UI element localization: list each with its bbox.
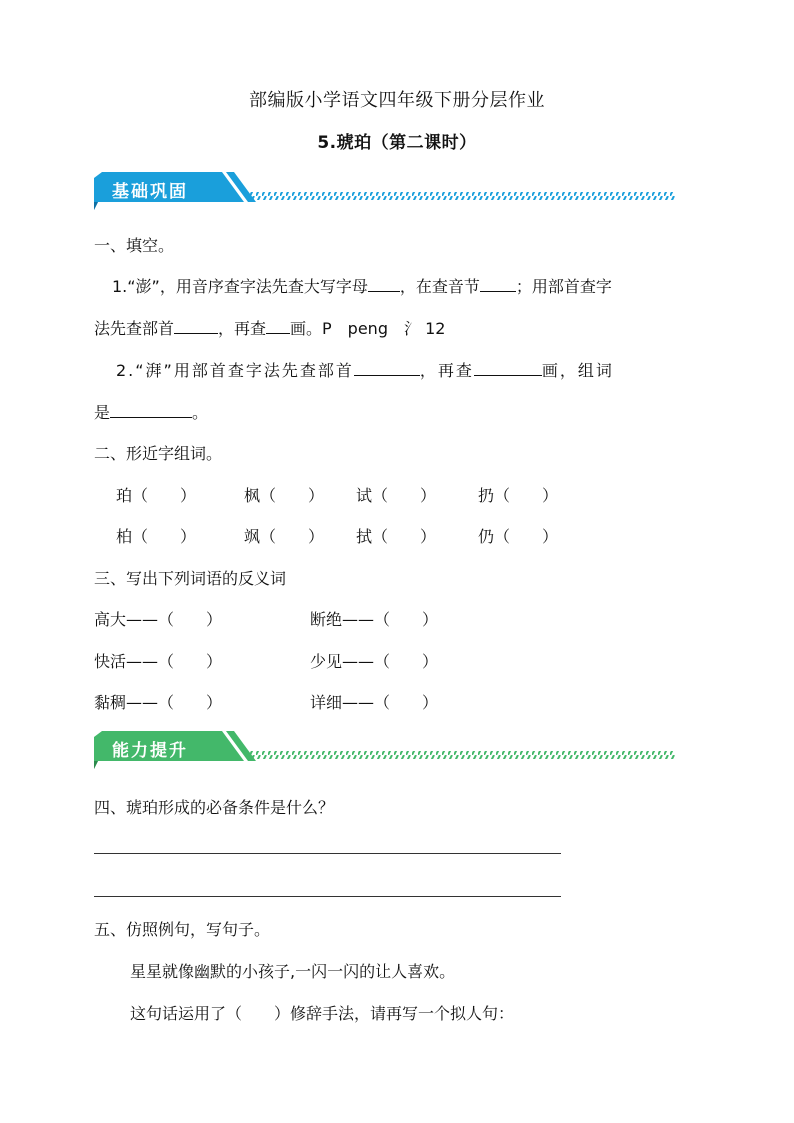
q1-item1-text-b: ，在查音节 bbox=[399, 277, 480, 296]
q1-item1-text-e: ，再查 bbox=[218, 319, 267, 338]
q1-item2-text-d: 是 bbox=[94, 403, 111, 422]
answer-line-1[interactable] bbox=[94, 853, 561, 854]
blank[interactable] bbox=[174, 319, 218, 334]
q1-item1-line1 bbox=[112, 274, 612, 297]
q3-right-1: 断绝——（ ） bbox=[310, 610, 439, 629]
q2-row1-col4: 扔（ ） bbox=[478, 486, 559, 505]
q1-item1-text-a: 1.“澎”，用音序查字法先查大写字母 bbox=[112, 277, 368, 296]
q1-item1-text-f: 画。P peng 氵 12 bbox=[290, 319, 446, 338]
q5-heading: 五、仿照例句，写句子。 bbox=[94, 920, 271, 939]
blank[interactable] bbox=[266, 319, 290, 334]
q1-heading: 一、填空。 bbox=[94, 236, 175, 255]
blank[interactable] bbox=[474, 361, 542, 376]
q3-left-2: 快活——（ ） bbox=[94, 652, 223, 671]
q5-prompt: 这句话运用了（ ）修辞手法，请再写一个拟人句： bbox=[130, 1004, 515, 1023]
q4-heading: 四、琥珀形成的必备条件是什么？ bbox=[94, 798, 335, 817]
q2-row2-col1: 柏（ ） bbox=[116, 527, 197, 546]
blank[interactable] bbox=[110, 403, 192, 418]
q1-item2-line2 bbox=[94, 400, 208, 423]
q2-row2-col2: 飒（ ） bbox=[244, 527, 325, 546]
q2-row1-col2: 枫（ ） bbox=[244, 486, 325, 505]
q2-row1-col3: 试（ ） bbox=[356, 486, 437, 505]
section-banner-basic bbox=[94, 172, 680, 206]
blank[interactable] bbox=[368, 277, 400, 292]
page-title: 部编版小学语文四年级下册分层作业 bbox=[249, 90, 545, 111]
q3-left-1: 高大——（ ） bbox=[94, 610, 223, 629]
lesson-title: 5.琥珀（第二课时） bbox=[317, 133, 477, 153]
q2-row2-col3: 拭（ ） bbox=[356, 527, 437, 546]
q2-row1-col1: 珀（ ） bbox=[116, 486, 197, 505]
q3-right-2: 少见——（ ） bbox=[310, 652, 439, 671]
blank[interactable] bbox=[480, 277, 516, 292]
q3-right-3: 详细——（ ） bbox=[310, 693, 439, 712]
q3-left-3: 黏稠——（ ） bbox=[94, 693, 223, 712]
q1-item2-text-e: 。 bbox=[192, 403, 209, 422]
q1-item2-text-c: 画，组词 bbox=[541, 361, 614, 380]
q1-item2-text-a: 2.“湃”用部首查字法先查部首 bbox=[116, 361, 354, 380]
q1-item1-text-d: 法先查部首 bbox=[94, 319, 175, 338]
q5-example: 星星就像幽默的小孩子,一闪一闪的让人喜欢。 bbox=[130, 962, 456, 981]
answer-line-2[interactable] bbox=[94, 896, 561, 897]
q2-row2-col4: 仍（ ） bbox=[478, 527, 559, 546]
banner-ability-label: 能力提升 bbox=[112, 741, 188, 761]
blank[interactable] bbox=[354, 361, 420, 376]
q3-heading: 三、写出下列词语的反义词 bbox=[94, 569, 287, 588]
q1-item1-line2 bbox=[94, 316, 445, 339]
q2-heading: 二、形近字组词。 bbox=[94, 444, 223, 463]
q1-item2-line1 bbox=[116, 358, 614, 381]
section-banner-ability bbox=[94, 731, 680, 765]
q1-item2-text-b: ，再查 bbox=[419, 361, 474, 380]
banner-basic-label: 基础巩固 bbox=[112, 182, 188, 202]
q1-item1-text-c: ；用部首查字 bbox=[515, 277, 612, 296]
